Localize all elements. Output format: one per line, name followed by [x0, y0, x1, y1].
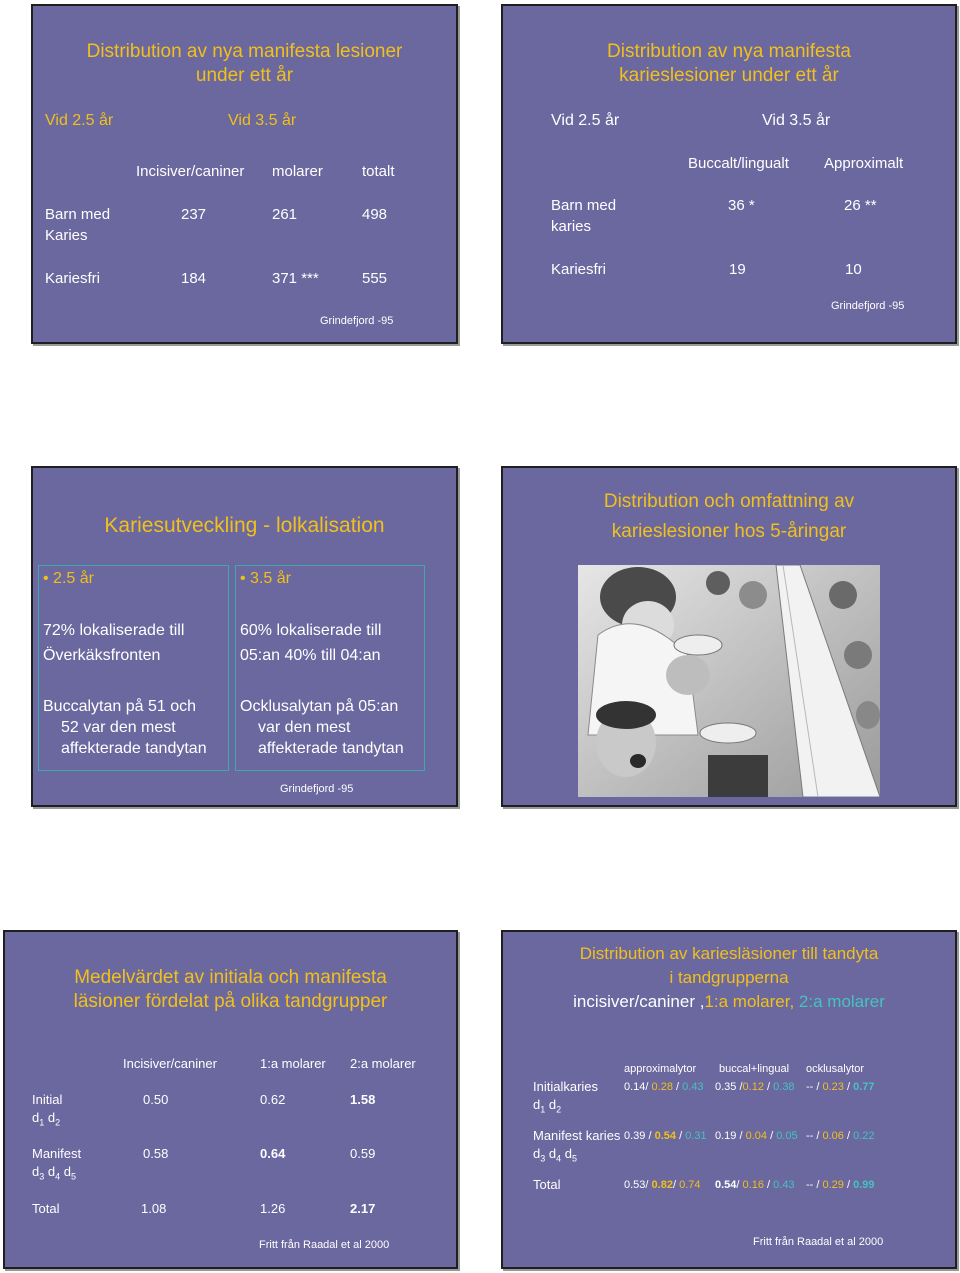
slide-lesions-by-surface — [501, 4, 957, 344]
cell-value: 0.62 — [260, 1092, 286, 1107]
slide-title-line2: i tandgrupperna — [669, 968, 789, 987]
val: 0.22 — [853, 1130, 875, 1142]
slide-title-line1: Distribution och omfattning av — [603, 491, 855, 512]
cell-value: 0.59 — [350, 1146, 376, 1161]
val: 0.14 — [624, 1081, 646, 1093]
col-header-molars: molarer — [272, 163, 323, 180]
bullet-2-5: • 2.5 år — [43, 570, 94, 587]
cell-value: 184 — [181, 270, 207, 287]
cell-approximal: 0.53/ 0.82/ 0.74 — [624, 1179, 701, 1191]
row-label-initial: Initialkaries — [533, 1079, 599, 1094]
source-footer: Grindefjord -95 — [280, 783, 354, 795]
val: 0.53 — [624, 1179, 646, 1191]
cell-occlusal: -- / 0.23 / 0.77 — [806, 1081, 875, 1093]
row-sub-d1-d2: $d_1$ $d_2$ — [533, 1097, 562, 1115]
slide-title-line1: Distribution av nya manifesta — [607, 41, 851, 62]
cell-value: 555 — [362, 270, 388, 287]
col-header-incisors: Incisiver/caniner — [123, 1056, 217, 1071]
bullet-3-5: • 3.5 år — [240, 570, 291, 587]
cell-value: 0.50 — [143, 1092, 169, 1107]
col-header-second-molars: 2:a molarer — [350, 1056, 416, 1071]
val: 0.99 — [853, 1179, 875, 1191]
col-header-buccal-lingual: buccal+lingual — [719, 1063, 790, 1075]
slide-title-line1: Distribution av kariesläsioner till tandyta — [579, 944, 879, 963]
title-first-molars: 1:a molarer, — [704, 992, 795, 1011]
col-header-approximal: Approximalt — [824, 155, 904, 172]
cell-value-highlight: 0.64 — [260, 1146, 286, 1161]
slide-title-line1: Distribution av nya manifesta lesioner — [86, 41, 403, 62]
val: 0.28 — [651, 1081, 673, 1093]
val: 0.12 — [742, 1081, 764, 1093]
row-label-caries-free: Kariesfri — [45, 270, 101, 287]
source-footer: Fritt från Raadal et al 2000 — [753, 1236, 884, 1248]
cell-buccal: 0.35 /0.12 / 0.38 — [715, 1081, 795, 1093]
val: 0.43 — [682, 1081, 704, 1093]
val: 0.82 — [651, 1179, 673, 1191]
slide-lesions-by-tooth-group — [31, 4, 458, 344]
row-label-initial: Initial — [32, 1092, 63, 1107]
text-line: 72% lokaliserade till — [43, 622, 185, 639]
bullet-text: 3.5 år — [250, 570, 291, 587]
val: 0.23 — [822, 1081, 844, 1093]
cell-occlusal: -- / 0.06 / 0.22 — [806, 1130, 875, 1142]
col-header-first-molars: 1:a molarer — [260, 1056, 326, 1071]
row-label-children-caries-2: karies — [551, 218, 592, 235]
slide-mean-lesions-tooth-groups — [3, 930, 458, 1269]
cell-value: 10 — [845, 261, 862, 278]
val: 0.43 — [773, 1179, 795, 1191]
val: -- — [806, 1130, 814, 1142]
cell-approximal: 0.39 / 0.54 / 0.31 — [624, 1130, 707, 1142]
text-line: 52 var den mest — [61, 719, 176, 736]
cell-value: 19 — [729, 261, 746, 278]
val: 0.35 — [715, 1081, 737, 1093]
row-label-children-caries: Barn med — [45, 206, 111, 223]
title-second-molars: 2:a molarer — [798, 992, 885, 1011]
slide-title-line1: Medelvärdet av initiala och manifesta — [74, 967, 387, 988]
val: 0.38 — [773, 1081, 795, 1093]
col-header-total: totalt — [362, 163, 395, 180]
row-label-total: Total — [32, 1201, 60, 1216]
age-label-3-5: Vid 3.5 år — [762, 112, 831, 129]
slide-title-line2: under ett år — [195, 65, 294, 86]
row-sub-d1-d2: $d_1$ $d_2$ — [32, 1110, 61, 1128]
val: 0.16 — [742, 1179, 764, 1191]
row-sub-d3-d4-d5: $d_3$ $d_4$ $d_5$ — [533, 1146, 577, 1164]
slide-title-line3 — [503, 990, 955, 1014]
row-label-manifest: Manifest karies — [533, 1128, 621, 1143]
text-line: affekterade tandytan — [61, 740, 207, 757]
bullet-text: 2.5 år — [53, 570, 94, 587]
title-incisors: incisiver/caniner , — [573, 992, 705, 1011]
cell-value-highlight: 2.17 — [350, 1201, 376, 1216]
col-header-occlusal: ocklusalytor — [806, 1063, 865, 1075]
col-header-approximal: approximalytor — [624, 1063, 697, 1075]
cell-value: 0.58 — [143, 1146, 169, 1161]
text-line: affekterade tandytan — [258, 740, 404, 757]
val: -- — [806, 1179, 814, 1191]
cell-value: 26 ** — [844, 197, 877, 214]
text-line: Buccalytan på 51 och — [43, 698, 196, 715]
slide-title: Kariesutveckling - lolkalisation — [104, 514, 385, 537]
cell-value: 1.26 — [260, 1201, 286, 1216]
cell-value-highlight: 1.58 — [350, 1092, 376, 1107]
text-line: Överkäksfronten — [43, 647, 161, 664]
text-line: Ocklusalytan på 05:an — [240, 698, 399, 715]
text-line: var den mest — [258, 719, 351, 736]
cell-value: 371 *** — [272, 270, 319, 287]
col-header-buccal-lingual: Buccalt/lingualt — [688, 155, 789, 172]
age-label-2-5: Vid 2.5 år — [45, 112, 114, 129]
row-label-children-caries-2: Karies — [45, 227, 88, 244]
cell-occlusal: -- / 0.29 / 0.99 — [806, 1179, 875, 1191]
row-label-children-caries: Barn med — [551, 197, 617, 214]
val: 0.31 — [685, 1130, 707, 1142]
val: 0.77 — [853, 1081, 875, 1093]
source-footer: Fritt från Raadal et al 2000 — [259, 1239, 390, 1251]
val: 0.05 — [776, 1130, 798, 1142]
slide-title-line2: läsioner fördelat på olika tandgrupper — [73, 991, 388, 1012]
val: 0.04 — [745, 1130, 768, 1142]
row-sub-d3-d4-d5: $d_3$ $d_4$ $d_5$ — [32, 1164, 76, 1182]
row-label-manifest: Manifest — [32, 1146, 82, 1161]
slide-distribution-surfaces — [501, 930, 957, 1269]
text-line: 60% lokaliserade till — [240, 622, 382, 639]
val: 0.29 — [822, 1179, 844, 1191]
text-line: 05:an 40% till 04:an — [240, 647, 381, 664]
cell-approximal: 0.14/ 0.28 / 0.43 — [624, 1081, 704, 1093]
val: 0.39 — [624, 1130, 646, 1142]
cell-value: 261 — [272, 206, 298, 223]
col-header-incisors: Incisiver/caniner — [136, 163, 245, 180]
slide-distribution-5-year-olds — [501, 466, 957, 807]
source-footer: Grindefjord -95 — [831, 300, 905, 312]
cell-value: 237 — [181, 206, 207, 223]
val: 0.54 — [654, 1130, 677, 1142]
cell-value: 1.08 — [141, 1201, 167, 1216]
row-label-caries-free: Kariesfri — [551, 261, 607, 278]
val: 0.54 — [715, 1179, 737, 1191]
age-label-2-5: Vid 2.5 år — [551, 112, 620, 129]
slide-title-line2: karieslesioner hos 5-åringar — [611, 521, 847, 542]
row-label-total: Total — [533, 1177, 561, 1192]
val: 0.06 — [822, 1130, 844, 1142]
slide-caries-localisation — [31, 466, 458, 807]
val: -- — [806, 1081, 814, 1093]
source-footer: Grindefjord -95 — [320, 315, 394, 327]
cell-value: 36 * — [728, 197, 755, 214]
photo-children-at-dental-clinic — [578, 565, 880, 797]
val: 0.74 — [679, 1179, 701, 1191]
cell-value: 498 — [362, 206, 388, 223]
age-label-3-5: Vid 3.5 år — [228, 112, 297, 129]
photo-illustration — [578, 565, 880, 797]
slide-title-line2: karieslesioner under ett år — [619, 65, 839, 86]
cell-buccal: 0.54/ 0.16 / 0.43 — [715, 1179, 795, 1191]
val: 0.19 — [715, 1130, 737, 1142]
cell-buccal: 0.19 / 0.04 / 0.05 — [715, 1130, 798, 1142]
